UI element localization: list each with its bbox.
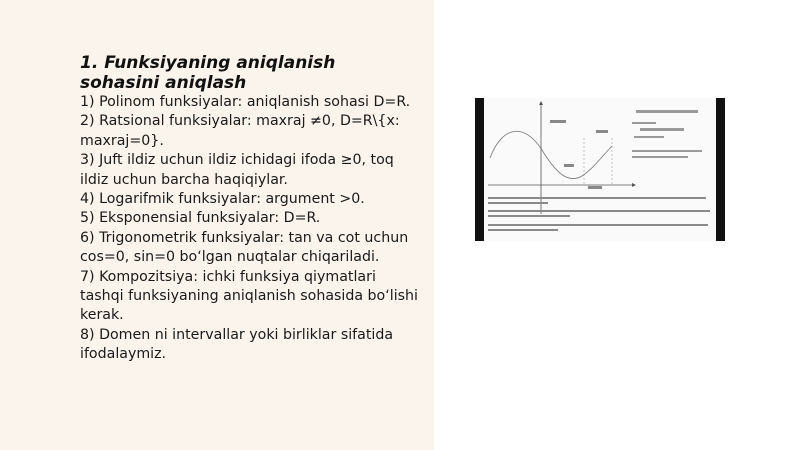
- graph-label-mark: [564, 164, 574, 167]
- rule-item-1: 1) Polinom funksiyalar: aniqlanish sohasi D=R.: [80, 94, 411, 110]
- rule-item-7: 7) Kompozitsiya: ichki funksiya qiymatlari tashqi funksiyaning aniqlanish sohasida bo‘lishi kerak.: [80, 268, 418, 324]
- rule-item-6: 6) Trigonometrik funksiyalar: tan va cot uchun cos=0, sin=0 bo‘lgan nuqtalar chiqariladi.: [80, 229, 409, 266]
- rule-item-2: 2) Ratsional funksiyalar: maxraj ≠0, D=R\{x: maxraj=0}.: [80, 113, 400, 149]
- rule-item-8: 8) Domen ni intervallar yoki birliklar sifatida ifodalaymiz.: [80, 326, 394, 363]
- rules-list: [80, 93, 420, 365]
- function-curve: [490, 131, 612, 178]
- graph-label-mark: [588, 186, 602, 189]
- rule-item-4: 4) Logarifmik funksiyalar: argument >0.: [80, 191, 365, 208]
- graph-label-mark: [596, 130, 608, 133]
- function-graph-figure: [475, 98, 725, 241]
- y-axis-arrow: [539, 101, 543, 105]
- x-axis-arrow: [632, 183, 636, 187]
- graph-label-mark: [550, 120, 566, 123]
- caption-text-lines: [488, 197, 710, 231]
- formula-block: [632, 110, 702, 158]
- function-graph-illustration: [484, 98, 716, 241]
- rule-item-3: 3) Juft ildiz uchun ildiz ichidagi ifoda ≥0, toq ildiz uchun barcha haqiqiylar.: [80, 152, 394, 188]
- figure-image: [484, 98, 716, 241]
- rule-item-5: 5) Eksponensial funksiyalar: D=R.: [80, 210, 321, 227]
- slide-title: 1. Funksiyaning aniqlanish sohasini aniqlash: [80, 53, 336, 93]
